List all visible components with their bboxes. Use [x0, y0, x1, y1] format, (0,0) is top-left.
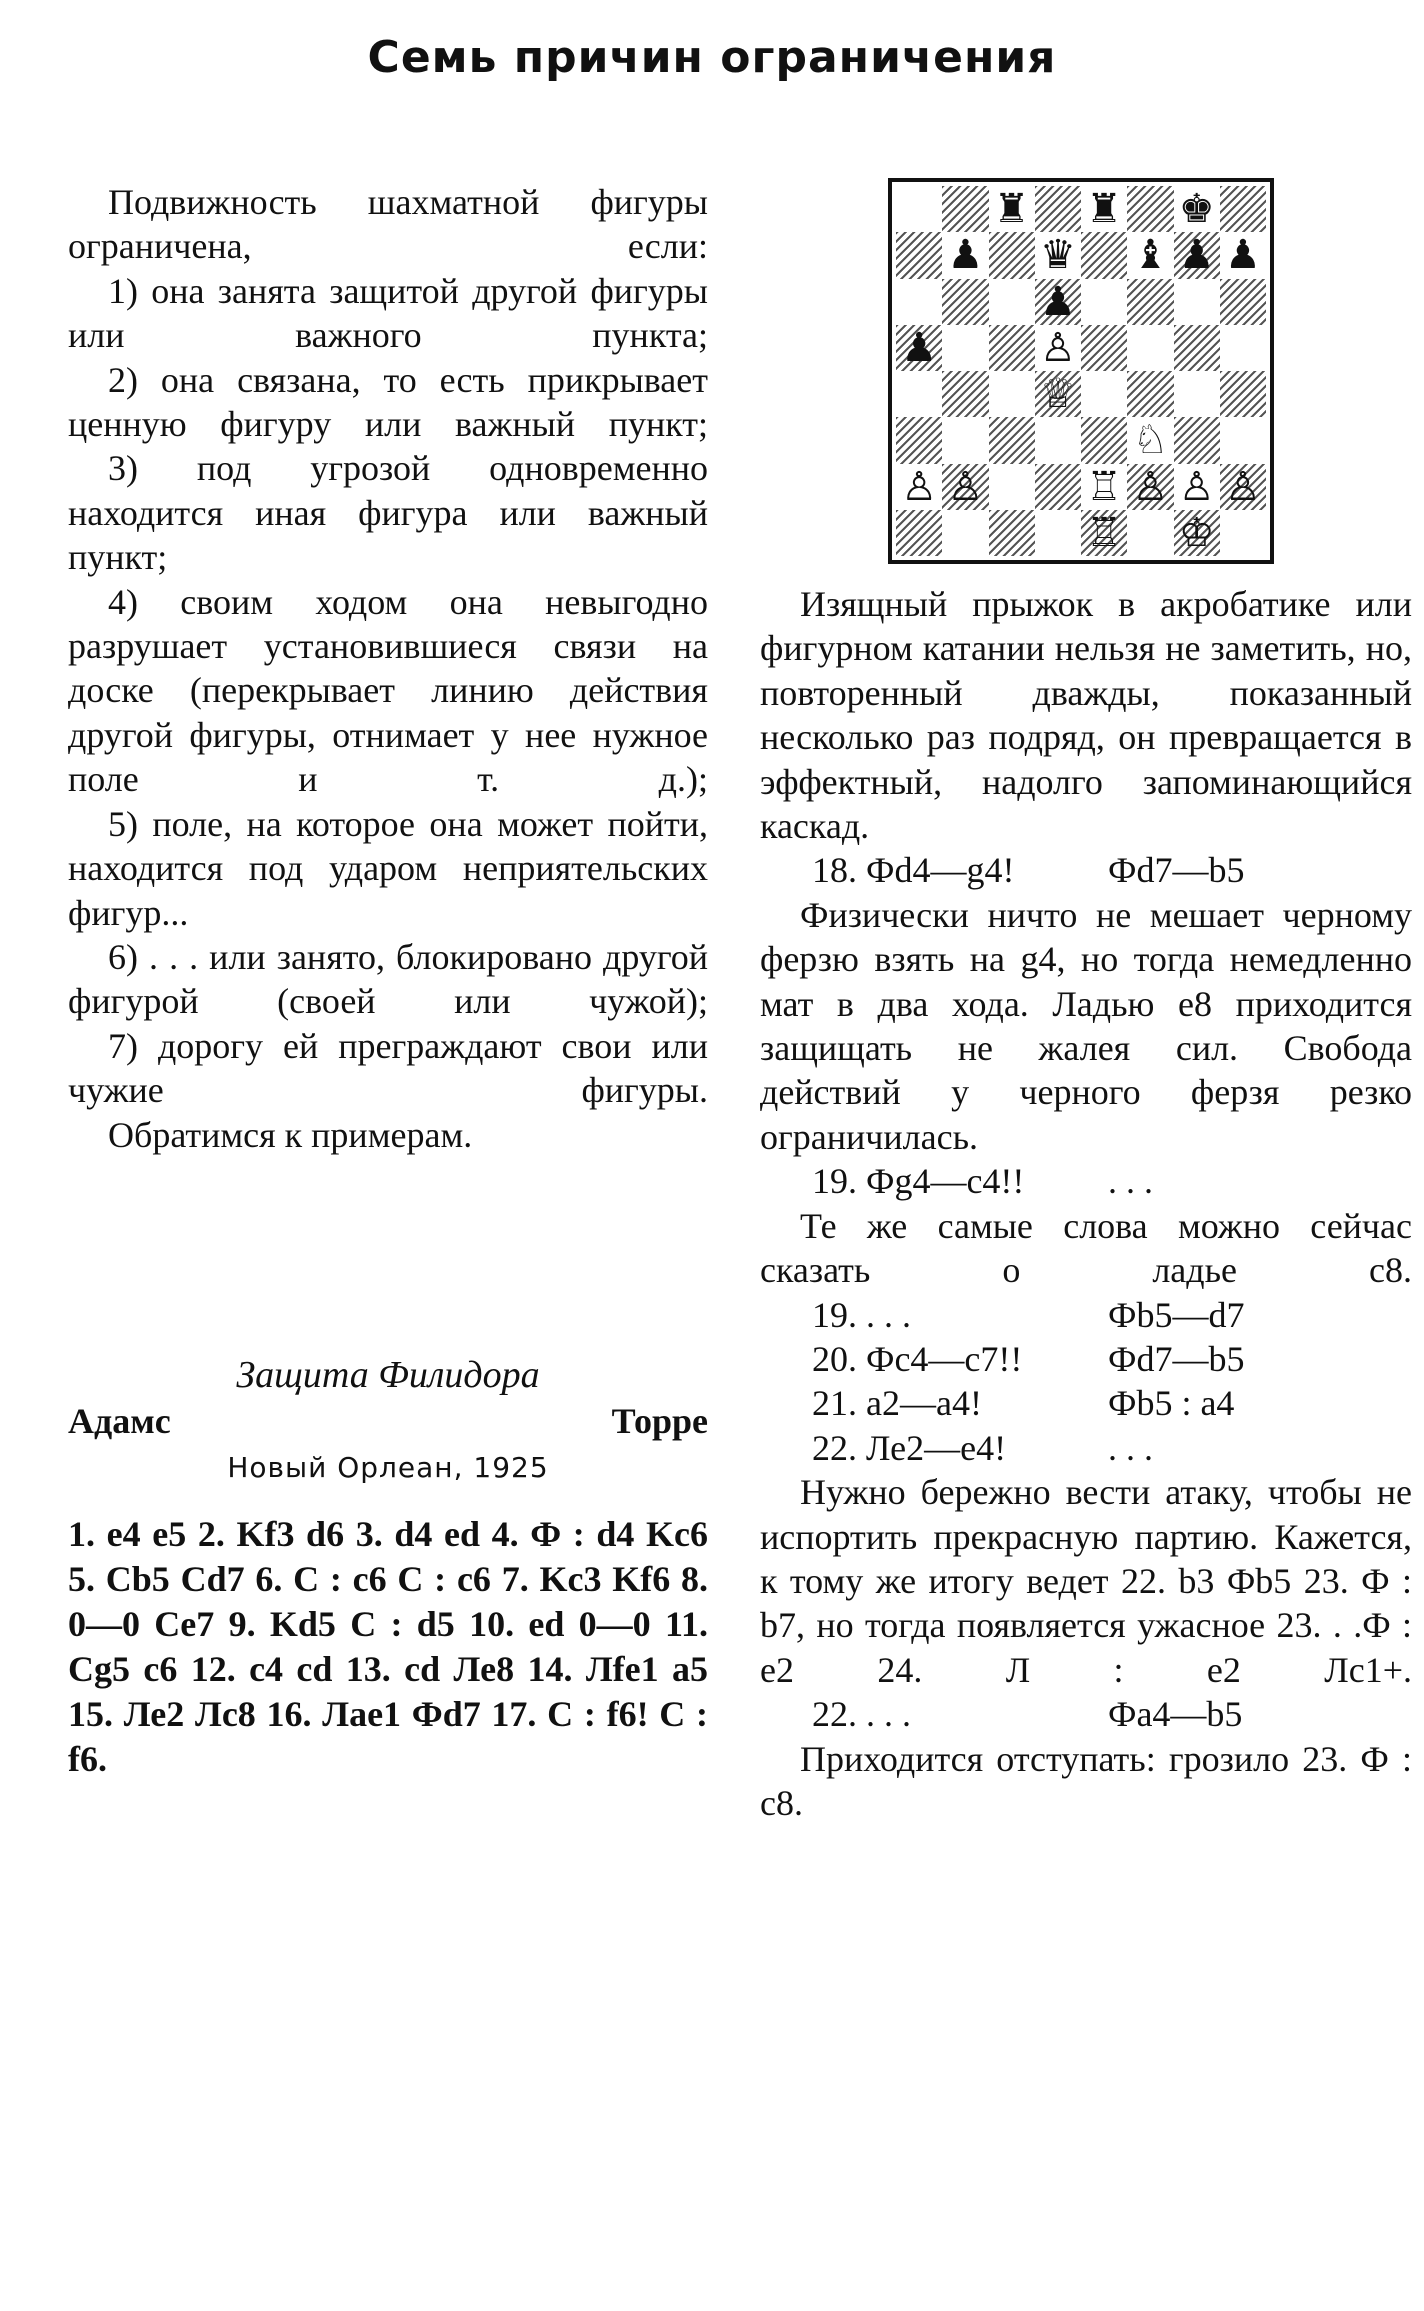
square-b4 [942, 371, 988, 417]
black-player: Торре [611, 1401, 708, 1441]
square-g1 [1174, 510, 1220, 556]
black-move: . . . [1108, 1427, 1153, 1468]
chess-piece-icon: ♙ [947, 463, 984, 510]
square-d6 [1035, 279, 1081, 325]
square-g4 [1174, 371, 1220, 417]
chess-board [896, 186, 1266, 556]
square-d2 [1035, 464, 1081, 510]
black-move: Фd7—b5 [1108, 850, 1245, 891]
chess-piece-icon: ♟ [1039, 278, 1076, 325]
black-move: Фb5 : a4 [1108, 1383, 1235, 1424]
paragraph-rook-comment: Те же самые слова можно сейчас сказать о ладье с8. [760, 1205, 1412, 1291]
move-number: 19. [812, 1294, 857, 1335]
players-row [68, 1398, 708, 1444]
square-f1 [1127, 510, 1173, 556]
move-number: 20. [812, 1338, 857, 1379]
paragraph-reason-2: 2) она связана, то есть прикрывает ценную фигуру или важный пункт; [68, 359, 708, 445]
square-h6 [1220, 279, 1266, 325]
square-e5 [1081, 325, 1127, 371]
square-a7 [896, 232, 942, 278]
square-d5 [1035, 325, 1081, 371]
square-b3 [942, 417, 988, 463]
chess-piece-icon: ♘ [1132, 417, 1169, 464]
move-19-black [760, 1293, 1412, 1337]
square-h8 [1220, 186, 1266, 232]
paragraph-acrobatics: Изящный прыжок в акробатике или фигурном катании нельзя не заметить, но, повторенный дважды, показанный несколько раз подряд, он превращается в эффектный, надолго запоминающийся каскад. [760, 584, 1412, 847]
white-move: Фg4—c4!! [866, 1161, 1025, 1202]
paragraph-queen-comment: Физически ничто не мешает черному ферзю взять на g4, но тогда немедленно мат в два хода. Ладью е8 приходится защищать не жалея сил. Свобода действий у черного ферзя резко ограничилась. [760, 894, 1412, 1157]
square-f8 [1127, 186, 1173, 232]
chess-piece-icon: ♙ [1132, 463, 1169, 510]
square-d7 [1035, 232, 1081, 278]
paragraph-reason-6: 6) . . . или занято, блокировано другой фигурой (своей или чужой); [68, 936, 708, 1022]
square-c2 [989, 464, 1035, 510]
square-c6 [989, 279, 1035, 325]
move-22-black [760, 1692, 1412, 1736]
square-g3 [1174, 417, 1220, 463]
square-h4 [1220, 371, 1266, 417]
right-column [760, 582, 1412, 1825]
chess-piece-icon: ♙ [1224, 463, 1261, 510]
paragraph-retreat: Приходится отступать: грозило 23. Ф : c8. [760, 1738, 1412, 1823]
square-f3 [1127, 417, 1173, 463]
square-c7 [989, 232, 1035, 278]
chess-piece-icon: ♛ [1039, 232, 1076, 279]
paragraph-reason-5: 5) поле, на которое она может пойти, находится под ударом неприятельских фигур... [68, 803, 708, 933]
square-e4 [1081, 371, 1127, 417]
black-move: Фa4—b5 [1108, 1694, 1243, 1735]
white-move: Фd4—g4! [866, 850, 1015, 891]
paragraph-attack-comment: Нужно бережно вести атаку, чтобы не испортить прекрасную партию. Кажется, к тому же итогу ведет 22. b3 Фb5 23. Ф : b7, но тогда появляется ужасное 23. . .Ф : e2 24. Л : e2 Лс1+. [760, 1472, 1412, 1690]
square-b7 [942, 232, 988, 278]
paragraph-intro: Подвижность шахматной фигуры ограничена, если: [68, 182, 708, 267]
square-b8 [942, 186, 988, 232]
square-a8 [896, 186, 942, 232]
paragraph-reason-1: 1) она занята защитой другой фигуры или важного пункта; [68, 270, 708, 356]
black-move: Фd7—b5 [1108, 1338, 1245, 1379]
move-18 [760, 848, 1412, 892]
square-h3 [1220, 417, 1266, 463]
chess-piece-icon: ♟ [901, 324, 938, 371]
chess-piece-icon: ♟ [1178, 232, 1215, 279]
square-f5 [1127, 325, 1173, 371]
white-move: Ле2—е4! [866, 1427, 1007, 1468]
square-g6 [1174, 279, 1220, 325]
square-g5 [1174, 325, 1220, 371]
square-b2 [942, 464, 988, 510]
square-e7 [1081, 232, 1127, 278]
square-a5 [896, 325, 942, 371]
square-a1 [896, 510, 942, 556]
white-player: Адамс [68, 1401, 171, 1441]
square-d3 [1035, 417, 1081, 463]
chess-piece-icon: ♝ [1132, 232, 1169, 279]
square-c4 [989, 371, 1035, 417]
move-number: 22. [812, 1694, 857, 1735]
chess-piece-icon: ♔ [1178, 509, 1215, 556]
paragraph-reason-7: 7) дорогу ей преграждают свои или чужие фигуры. [68, 1025, 708, 1111]
chess-piece-icon: ♜ [993, 186, 1030, 233]
chess-piece-icon: ♙ [1178, 463, 1215, 510]
chess-piece-icon: ♕ [1039, 371, 1076, 418]
square-e6 [1081, 279, 1127, 325]
move-number: 19. [812, 1161, 857, 1202]
move-22 [760, 1426, 1412, 1470]
square-e2 [1081, 464, 1127, 510]
opening-name: Защита Филидора [236, 1354, 540, 1396]
square-f2 [1127, 464, 1173, 510]
square-a3 [896, 417, 942, 463]
square-h7 [1220, 232, 1266, 278]
square-b5 [942, 325, 988, 371]
move-number: 18. [812, 850, 857, 891]
white-move: Фc4—c7!! [866, 1338, 1023, 1379]
square-b1 [942, 510, 988, 556]
chess-piece-icon: ♚ [1178, 186, 1215, 233]
white-move: . . . [866, 1294, 911, 1335]
square-a2 [896, 464, 942, 510]
square-a4 [896, 371, 942, 417]
square-a6 [896, 279, 942, 325]
square-c3 [989, 417, 1035, 463]
black-move: . . . [1108, 1161, 1153, 1202]
square-h1 [1220, 510, 1266, 556]
square-c8 [989, 186, 1035, 232]
square-g2 [1174, 464, 1220, 510]
chess-piece-icon: ♟ [1224, 232, 1261, 279]
paragraph-reason-3: 3) под угрозой одновременно находится иная фигура или важный пункт; [68, 448, 708, 578]
square-e8 [1081, 186, 1127, 232]
square-f6 [1127, 279, 1173, 325]
move-number: 22. [812, 1427, 857, 1468]
square-e1 [1081, 510, 1127, 556]
square-c5 [989, 325, 1035, 371]
square-h2 [1220, 464, 1266, 510]
square-d8 [1035, 186, 1081, 232]
square-g7 [1174, 232, 1220, 278]
black-move: Фb5—d7 [1108, 1294, 1245, 1335]
white-move: a2—a4! [866, 1383, 982, 1424]
square-h5 [1220, 325, 1266, 371]
game-header [68, 1352, 708, 1782]
move-20 [760, 1337, 1412, 1381]
square-f4 [1127, 371, 1173, 417]
square-c1 [989, 510, 1035, 556]
game-moves: 1. e4 e5 2. Kf3 d6 3. d4 ed 4. Ф : d4 Kc6 5. Cb5 Cd7 6. C : c6 C : c6 7. Kc3 Kf6 8. 0—0 Ce7 9. Kd5 C : d5 10. ed 0—0 11. Cg5 c6 12. c4 cd 13. cd Ле8 14. Лfe1 a5 15. Ле2 Лс8 16. Лae1 Фd7 17. C : f6! C : f6. [68, 1514, 708, 1779]
chess-piece-icon: ♙ [901, 463, 938, 510]
game-place: Новый Орлеан, 1925 [227, 1451, 549, 1484]
square-d4 [1035, 371, 1081, 417]
chess-piece-icon: ♖ [1086, 463, 1123, 510]
chess-piece-icon: ♟ [947, 232, 984, 279]
move-21 [760, 1381, 1412, 1425]
page-title: Семь причин ограничения [367, 32, 1057, 83]
left-column [68, 180, 708, 1157]
square-d1 [1035, 510, 1081, 556]
white-move: . . . [866, 1694, 911, 1735]
square-g8 [1174, 186, 1220, 232]
chess-diagram [888, 178, 1274, 564]
move-number: 21. [812, 1383, 857, 1424]
paragraph-examples: Обратимся к примерам. [108, 1114, 473, 1155]
square-e3 [1081, 417, 1127, 463]
chess-piece-icon: ♙ [1039, 324, 1076, 371]
chess-piece-icon: ♖ [1086, 509, 1123, 556]
square-b6 [942, 279, 988, 325]
square-f7 [1127, 232, 1173, 278]
move-19 [760, 1159, 1412, 1203]
chess-piece-icon: ♜ [1086, 186, 1123, 233]
paragraph-reason-4: 4) своим ходом она невыгодно разрушает установившиеся связи на доске (перекрывает линию действия другой фигуры, отнимает у нее нужное поле и т. д.); [68, 581, 708, 800]
